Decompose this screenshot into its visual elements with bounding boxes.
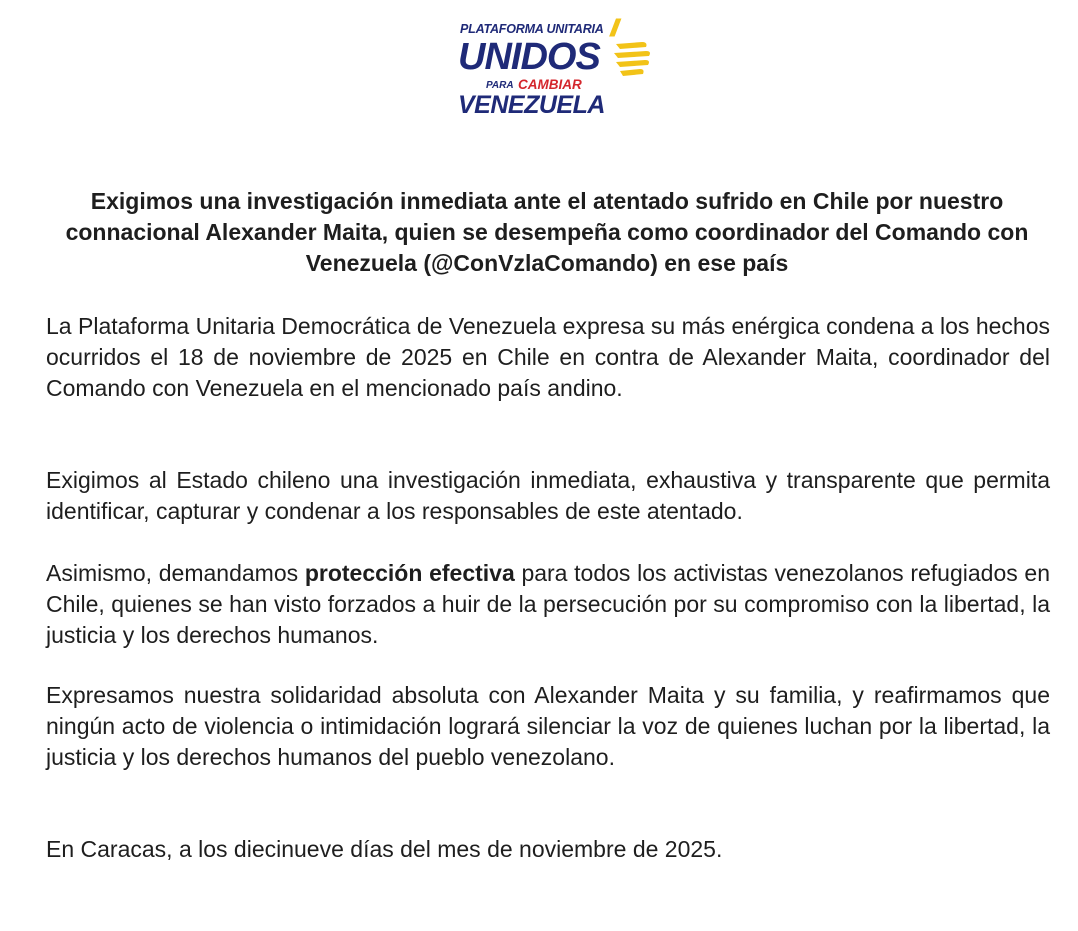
paragraph-investigacion: Exigimos al Estado chileno una investigación inmediata, exhaustiva y transparente que permita identificar, capturar y condenar a los responsables de este atentado. [46,467,1050,524]
logo-line-para: PARA [486,80,514,91]
document-title: Exigimos una investigación inmediata ante el atentado sufrido en Chile por nuestro connacional Alexander Maita, quien se desempeña como coordinador del Comando con Venezuela (@ConVzlaComando) en ese país [65,188,1029,276]
paragraph-proteccion-end: para todos los activistas venezolanos refugiados en Chile, quienes se han visto forzados a huir de la persecución por su compromiso con la libertad, la justicia y los derechos humanos. [46,560,1051,648]
paragraph-proteccion-bold: protección efectiva [304,560,515,586]
logo-line-plataforma: PLATAFORMA UNITARIA [460,22,604,36]
logo-line-unidos: UNIDOS [458,36,600,78]
logo-line-venezuela: VENEZUELA [458,91,605,119]
hand-icon [612,38,652,84]
logo-slash-icon: // [610,15,616,42]
paragraph-solidaridad: Expresamos nuestra solidaridad absoluta con Alexander Maita y su familia, y reafirmamos que ningún acto de violencia o intimidación logrará silenciar la voz de quienes luchan por la libertad, la justicia y los derechos humanos del pueblo venezolano. [46,682,1050,770]
paragraph-proteccion [46,558,1050,651]
paragraph-proteccion-start: Asimismo, demandamos [46,560,305,586]
logo-line-cambiar: CAMBIAR [518,77,582,92]
logo [452,12,662,122]
paragraph-fecha: En Caracas, a los diecinueve días del mes de noviembre de 2025. [46,836,723,862]
paragraph-condena: La Plataforma Unitaria Democrática de Venezuela expresa su más enérgica condena a los hechos ocurridos el 18 de noviembre de 2025 en Chile en contra de Alexander Maita, coordinador del Comando con Venezuela en el mencionado país andino. [46,313,1050,401]
